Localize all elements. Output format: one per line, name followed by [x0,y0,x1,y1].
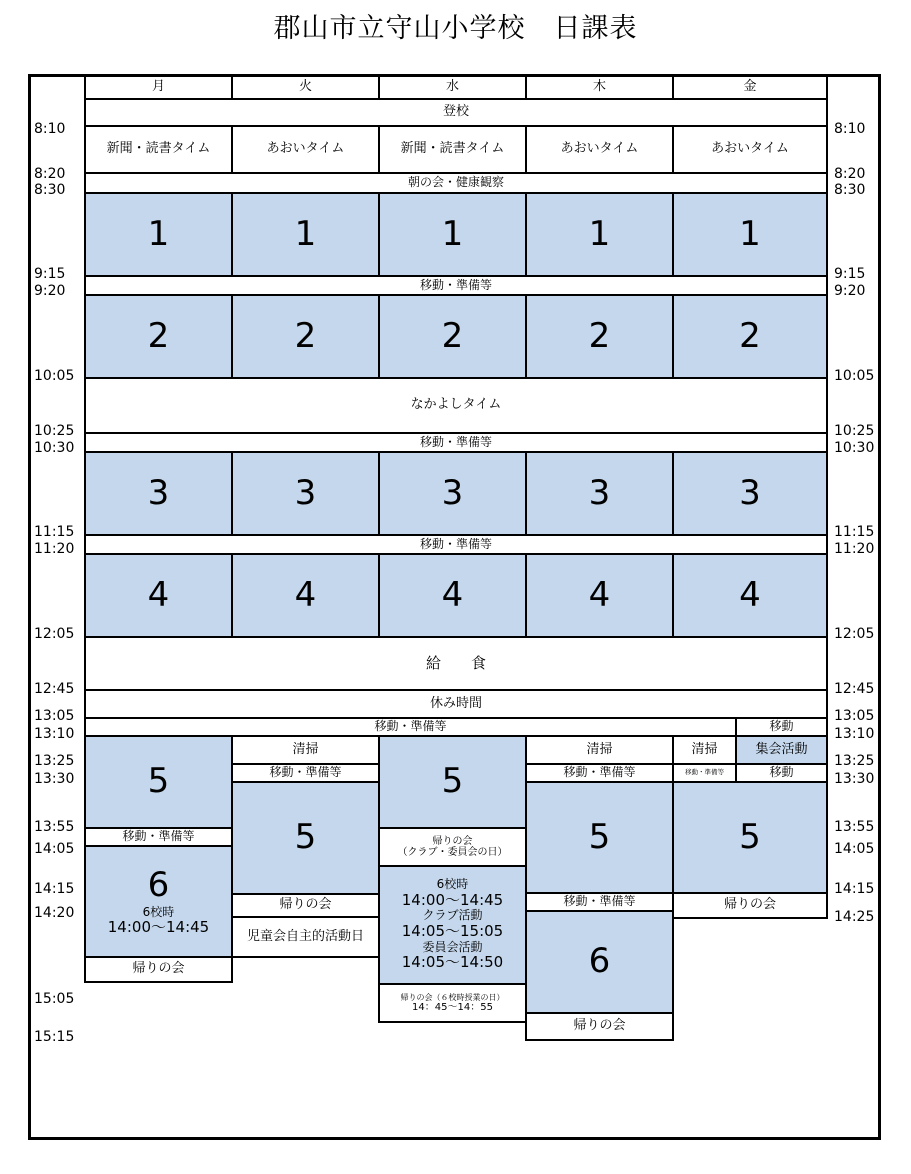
wed-kaeri-6 [378,983,527,1023]
time-label-1005-left: 10:05 [34,368,75,384]
time-label-1305-right: 13:05 [834,708,875,724]
time-label-1245-left: 12:45 [34,681,75,697]
morning-fri: あおいタイム [672,125,828,174]
time-label-1005-right: 10:05 [834,368,875,384]
time-label-1325-left: 13:25 [34,753,75,769]
time-label-1205-right: 12:05 [834,626,875,642]
fri-kaeri: 帰りの会 [672,892,828,919]
period-4-thu: 4 [525,553,674,638]
morning-thu: あおいタイム [525,125,674,174]
period-3-fri: 3 [672,451,828,536]
fri-ido-2: 移動 [735,763,828,783]
time-label-1025-left: 10:25 [34,423,75,439]
time-label-1415-right: 14:15 [834,881,875,897]
time-label-1205-left: 12:05 [34,626,75,642]
wed-kaeri-club-label: 帰りの会 [432,835,473,847]
fri-shukai: 集会活動 [735,735,828,765]
time-label-1405-left: 14:05 [34,841,75,857]
row-move-2: 移動・準備等 [84,432,828,453]
time-label-1030-left: 10:30 [34,440,75,456]
wed-club-time: 14:05～15:05 [401,922,504,941]
period-3-mon: 3 [84,451,233,536]
period-5-thu: 5 [525,781,674,894]
time-label-1355-right: 13:55 [834,819,875,835]
period-4-fri: 4 [672,553,828,638]
time-label-0915-left: 9:15 [34,266,66,282]
time-label-1425-right: 14:25 [834,909,875,925]
period-2-thu: 2 [525,294,674,379]
period-2-wed: 2 [378,294,527,379]
time-label-1030-right: 10:30 [834,440,875,456]
period-3-thu: 3 [525,451,674,536]
day-header-tue: 火 [231,75,380,100]
period-4-mon: 4 [84,553,233,638]
fri-ido-1: 移動 [735,717,828,737]
time-label-1325-right: 13:25 [834,753,875,769]
time-label-1025-right: 10:25 [834,423,875,439]
time-label-1120-right: 11:20 [834,541,875,557]
period-6-thu: 6 [525,910,674,1014]
morning-wed: 新聞・読書タイム [378,125,527,174]
period-2-tue: 2 [231,294,380,379]
period-4-tue: 4 [231,553,380,638]
time-label-1355-left: 13:55 [34,819,75,835]
thu-move-1: 移動・準備等 [525,763,674,783]
row-move-1: 移動・準備等 [84,275,828,296]
thu-move-2: 移動・準備等 [525,892,674,912]
time-label-1245-right: 12:45 [834,681,875,697]
time-label-0810-right: 8:10 [834,121,866,137]
time-label-1405-right: 14:05 [834,841,875,857]
time-label-1115-left: 11:15 [34,524,75,540]
time-label-0810-left: 8:10 [34,121,66,137]
time-label-0920-left: 9:20 [34,283,66,299]
wed-6-block [378,865,527,985]
day-header-fri: 金 [672,75,828,100]
period-1-mon: 1 [84,192,233,277]
period-1-tue: 1 [231,192,380,277]
fri-move: 移動・準備等 [672,763,737,783]
period-6-mon [84,845,233,958]
wed-iinkai-time: 14:05～14:50 [401,953,504,972]
tue-kaeri: 帰りの会 [231,893,380,918]
tue-seiso: 清掃 [231,735,380,765]
thu-seiso: 清掃 [525,735,674,765]
mon-move: 移動・準備等 [84,827,233,847]
period-5-wed: 5 [378,735,527,829]
period-3-tue: 3 [231,451,380,536]
wed-kaeri-6-label: 帰りの会（６校時授業の日） [400,992,505,1002]
time-label-1420-left: 14:20 [34,905,75,921]
wed-club-label: クラブ活動 [422,908,483,923]
day-header-thu: 木 [525,75,674,100]
period-1-thu: 1 [525,192,674,277]
thu-kaeri: 帰りの会 [525,1012,674,1041]
time-label-1515-left: 15:15 [34,1029,75,1045]
row-asa: 朝の会・健康観察 [84,172,828,194]
period-1-wed: 1 [378,192,527,277]
row-toko: 登校 [84,98,828,127]
period-2-mon: 2 [84,294,233,379]
row-nakayoshi: なかよしタイム [84,377,828,434]
time-label-1505-left: 15:05 [34,991,75,1007]
time-label-0915-right: 9:15 [834,266,866,282]
period-5-fri: 5 [672,781,828,894]
wed-kaeri-6-time: 14：45～14：55 [412,1001,493,1013]
wed-kaeri-club [378,827,527,867]
row-kyushoku: 給 食 [84,636,828,691]
period-4-wed: 4 [378,553,527,638]
fri-seiso: 清掃 [672,735,737,765]
tue-move: 移動・準備等 [231,763,380,783]
period-5-mon: 5 [84,735,233,829]
period-6-mon-number: 6 [147,865,170,906]
time-label-1330-left: 13:30 [34,771,75,787]
morning-mon: 新聞・読書タイム [84,125,233,174]
period-2-fri: 2 [672,294,828,379]
time-label-1305-left: 13:05 [34,708,75,724]
time-label-0830-left: 8:30 [34,182,66,198]
period-5-tue: 5 [231,781,380,895]
time-label-1310-right: 13:10 [834,726,875,742]
time-label-1115-right: 11:15 [834,524,875,540]
day-header-wed: 水 [378,75,527,100]
time-label-0820-left: 8:20 [34,166,66,182]
tue-jidokai: 児童会自主的活動日 [231,916,380,958]
time-label-0920-right: 9:20 [834,283,866,299]
wed-kaeri-club-sub: （クラブ・委員会の日） [397,847,508,858]
time-label-1120-left: 11:20 [34,541,75,557]
wed-iinkai-label: 委員会活動 [422,939,483,954]
wed-6-label: 6校時 [436,877,469,892]
mon-6-label: 6校時 [142,904,175,919]
wed-6-time: 14:00～14:45 [401,891,504,910]
mon-kaeri: 帰りの会 [84,956,233,983]
time-label-1330-right: 13:30 [834,771,875,787]
row-yasumi: 休み時間 [84,689,828,719]
time-label-0830-right: 8:30 [834,182,866,198]
time-label-0820-right: 8:20 [834,166,866,182]
row-move-4: 移動・準備等 [84,717,737,737]
page-title: 郡山市立守山小学校 日課表 [273,13,638,44]
time-label-1415-left: 14:15 [34,881,75,897]
mon-6-time: 14:00～14:45 [107,918,210,937]
day-header-mon: 月 [84,75,233,100]
period-1-fri: 1 [672,192,828,277]
time-label-1310-left: 13:10 [34,726,75,742]
period-3-wed: 3 [378,451,527,536]
morning-tue: あおいタイム [231,125,380,174]
row-move-3: 移動・準備等 [84,534,828,555]
